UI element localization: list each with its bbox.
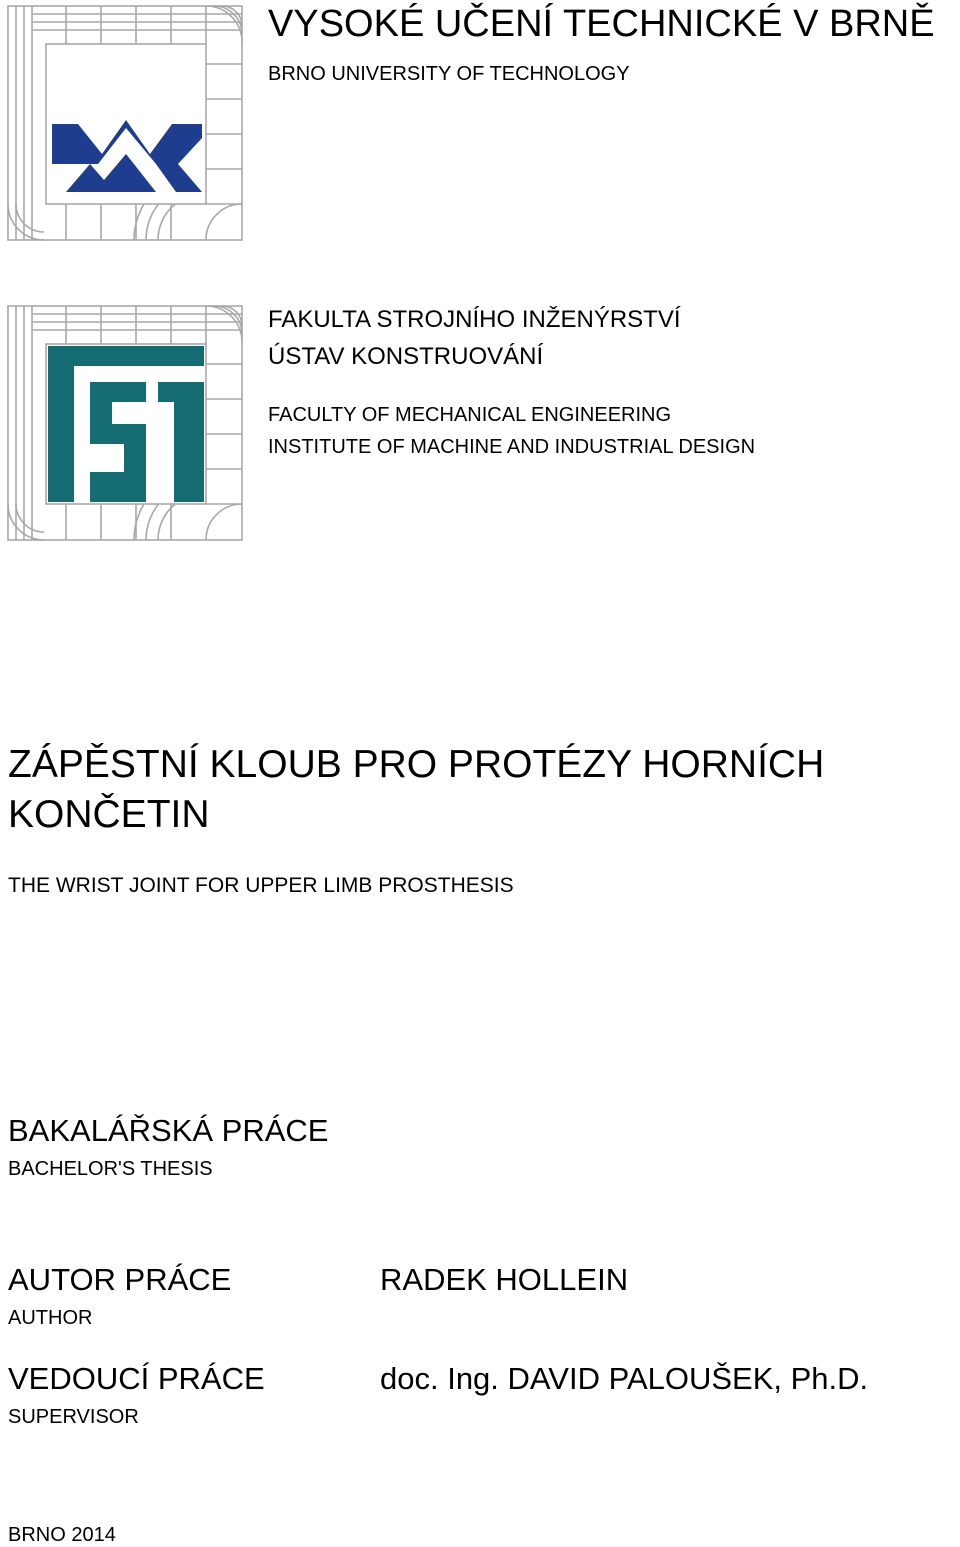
university-name-en: BRNO UNIVERSITY OF TECHNOLOGY	[268, 63, 630, 85]
supervisor-label-cz: VEDOUCÍ PRÁCE	[8, 1361, 265, 1396]
thesis-title-cz: ZÁPĚSTNÍ KLOUB PRO PROTÉZY HORNÍCH KONČETIN	[8, 743, 825, 836]
supervisor-label-en: SUPERVISOR	[8, 1406, 139, 1428]
author-label-en: AUTHOR	[8, 1307, 93, 1329]
thesis-type-cz: BAKALÁŘSKÁ PRÁCE	[8, 1113, 329, 1148]
supervisor-name: doc. Ing. DAVID PALOUŠEK, Ph.D.	[380, 1361, 869, 1396]
institute-name-en: INSTITUTE OF MACHINE AND INDUSTRIAL DESIGN	[268, 436, 756, 458]
faculty-name-en: FACULTY OF MECHANICAL ENGINEERING	[268, 404, 672, 426]
fsi-logo-icon	[6, 304, 246, 544]
institute-name-cz: ÚSTAV KONSTRUOVÁNÍ	[268, 343, 544, 370]
university-name-cz: VYSOKÉ UČENÍ TECHNICKÉ V BRNĚ	[268, 3, 935, 45]
thesis-title-en: THE WRIST JOINT FOR UPPER LIMB PROSTHESIS	[8, 874, 514, 897]
place-year: BRNO 2014	[8, 1524, 116, 1546]
author-label-cz: AUTOR PRÁCE	[8, 1262, 232, 1297]
vut-logo-icon	[6, 4, 246, 244]
faculty-name-cz: FAKULTA STROJNÍHO INŽENÝRSTVÍ	[268, 306, 681, 333]
thesis-type-en: BACHELOR'S THESIS	[8, 1158, 213, 1180]
author-name: RADEK HOLLEIN	[380, 1262, 629, 1297]
